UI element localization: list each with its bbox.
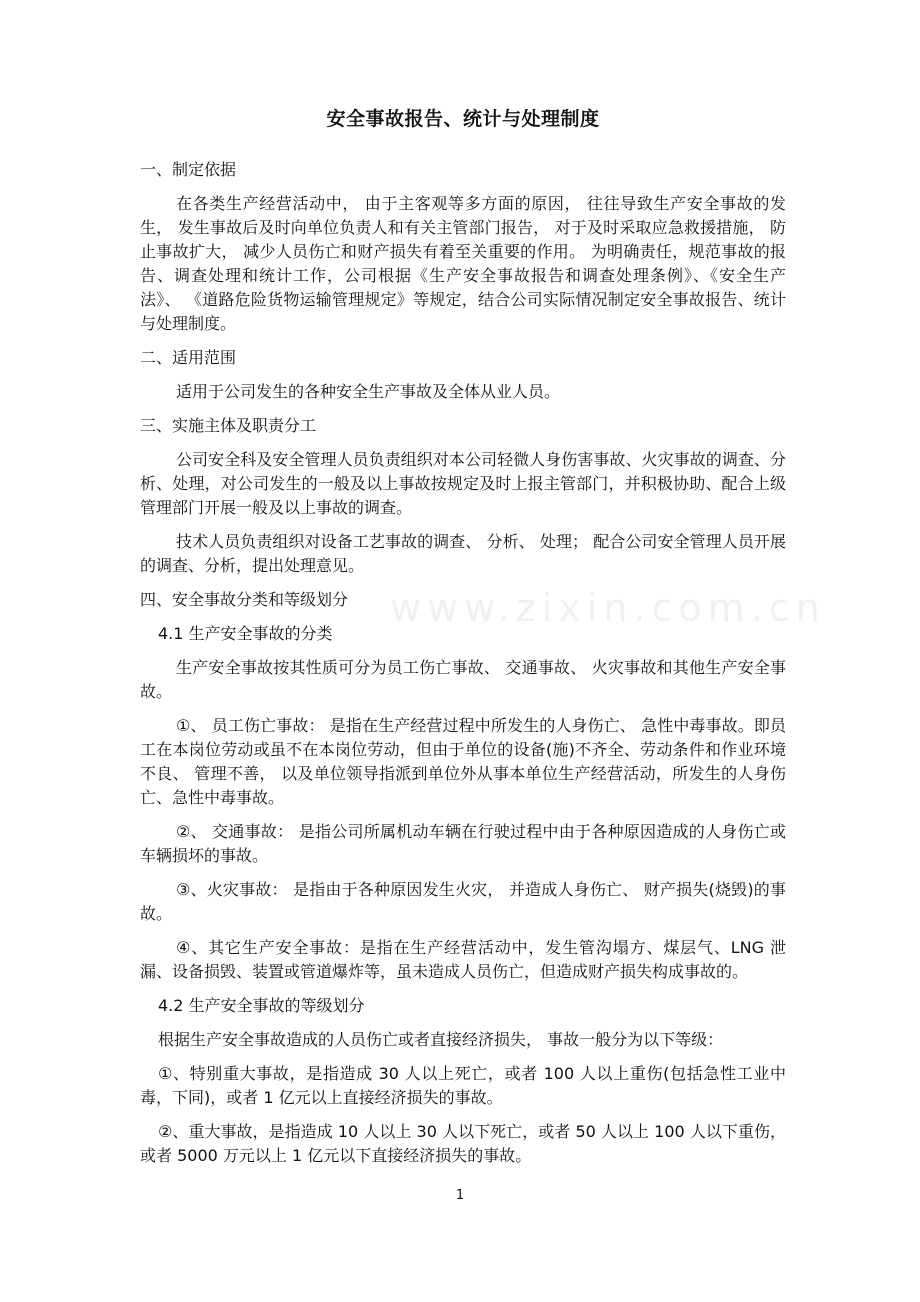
subsection-heading: 4.2 生产安全事故的等级划分	[158, 996, 365, 1015]
paragraph: ③、火灾事故： 是指由于各种原因发生火灾， 并造成人身伤亡、 财产损失(烧毁)的事故。	[140, 880, 786, 923]
paragraph: 在各类生产经营活动中， 由于主客观等多方面的原因， 往往导致生产安全事故的发生， 发生事故后及时向单位负责人和有关主管部门报告， 对于及时采取应急救援措施， 防止事故扩大， 减少人员伤亡和财产损失有着至关重要的作用。 为明确责任，规范事故的报告、调查处理和统计工作，公司根据《生产安全事故报告和调查处理条例》、《安全生产法》、 《道路危险货物运输管理规定》等规定，结合公司实际情况制定安全事故报告、统计与处理制度。	[140, 194, 786, 333]
paragraph: ②、 交通事故： 是指公司所属机动车辆在行驶过程中由于各种原因造成的人身伤亡或车辆损坏的事故。	[140, 822, 786, 865]
section-heading: 三、实施主体及职责分工	[140, 416, 317, 435]
paragraph: 公司安全科及安全管理人员负责组织对本公司轻微人身伤害事故、火灾事故的调查、分析、处理，对公司发生的一般及以上事故按规定及时上报主管部门，并积极协助、配合上级管理部门开展一般及以上事故的调查。	[140, 450, 786, 517]
section-heading: 二、适用范围	[140, 348, 237, 367]
watermark: www.zixin.com.cn	[390, 586, 826, 630]
section-heading: 一、制定依据	[140, 160, 237, 179]
paragraph: 适用于公司发生的各种安全生产事故及全体从业人员。	[176, 382, 561, 401]
paragraph: 根据生产安全事故造成的人员伤亡或者直接经济损失， 事故一般分为以下等级：	[158, 1030, 724, 1049]
paragraph: ②、重大事故，是指造成 10 人以上 30 人以下死亡，或者 50 人以上 100 人以下重伤，或者 5000 万元以上 1 亿元以下直接经济损失的事故。	[140, 1122, 786, 1165]
page-number: 1	[455, 1188, 465, 1203]
paragraph: ①、 员工伤亡事故： 是指在生产经营过程中所发生的人身伤亡、 急性中毒事故。即员工在本岗位劳动或虽不在本岗位劳动，但由于单位的设备(施)不齐全、劳动条件和作业环境不良、 管理不善， 以及单位领导指派到单位外从事本单位生产经营活动，所发生的人身伤亡、急性中毒事故。	[140, 716, 786, 807]
paragraph: 技术人员负责组织对设备工艺事故的调查、 分析、 处理； 配合公司安全管理人员开展的调查、分析，提出处理意见。	[140, 532, 786, 575]
document-body	[140, 104, 786, 1178]
paragraph: 生产安全事故按其性质可分为员工伤亡事故、 交通事故、 火灾事故和其他生产安全事故。	[140, 658, 786, 701]
subsection-heading: 4.1 生产安全事故的分类	[158, 624, 333, 643]
paragraph: ①、特别重大事故，是指造成 30 人以上死亡，或者 100 人以上重伤(包括急性工业中毒，下同)，或者 1 亿元以上直接经济损失的事故。	[140, 1064, 786, 1107]
paragraph: ④、其它生产安全事故：是指在生产经营活动中，发生管沟塌方、煤层气、LNG 泄漏、设备损毁、装置或管道爆炸等，虽未造成人员伤亡，但造成财产损失构成事故的。	[140, 938, 786, 981]
section-heading: 四、安全事故分类和等级划分	[140, 590, 349, 609]
document-title: 安全事故报告、统计与处理制度	[326, 108, 600, 130]
